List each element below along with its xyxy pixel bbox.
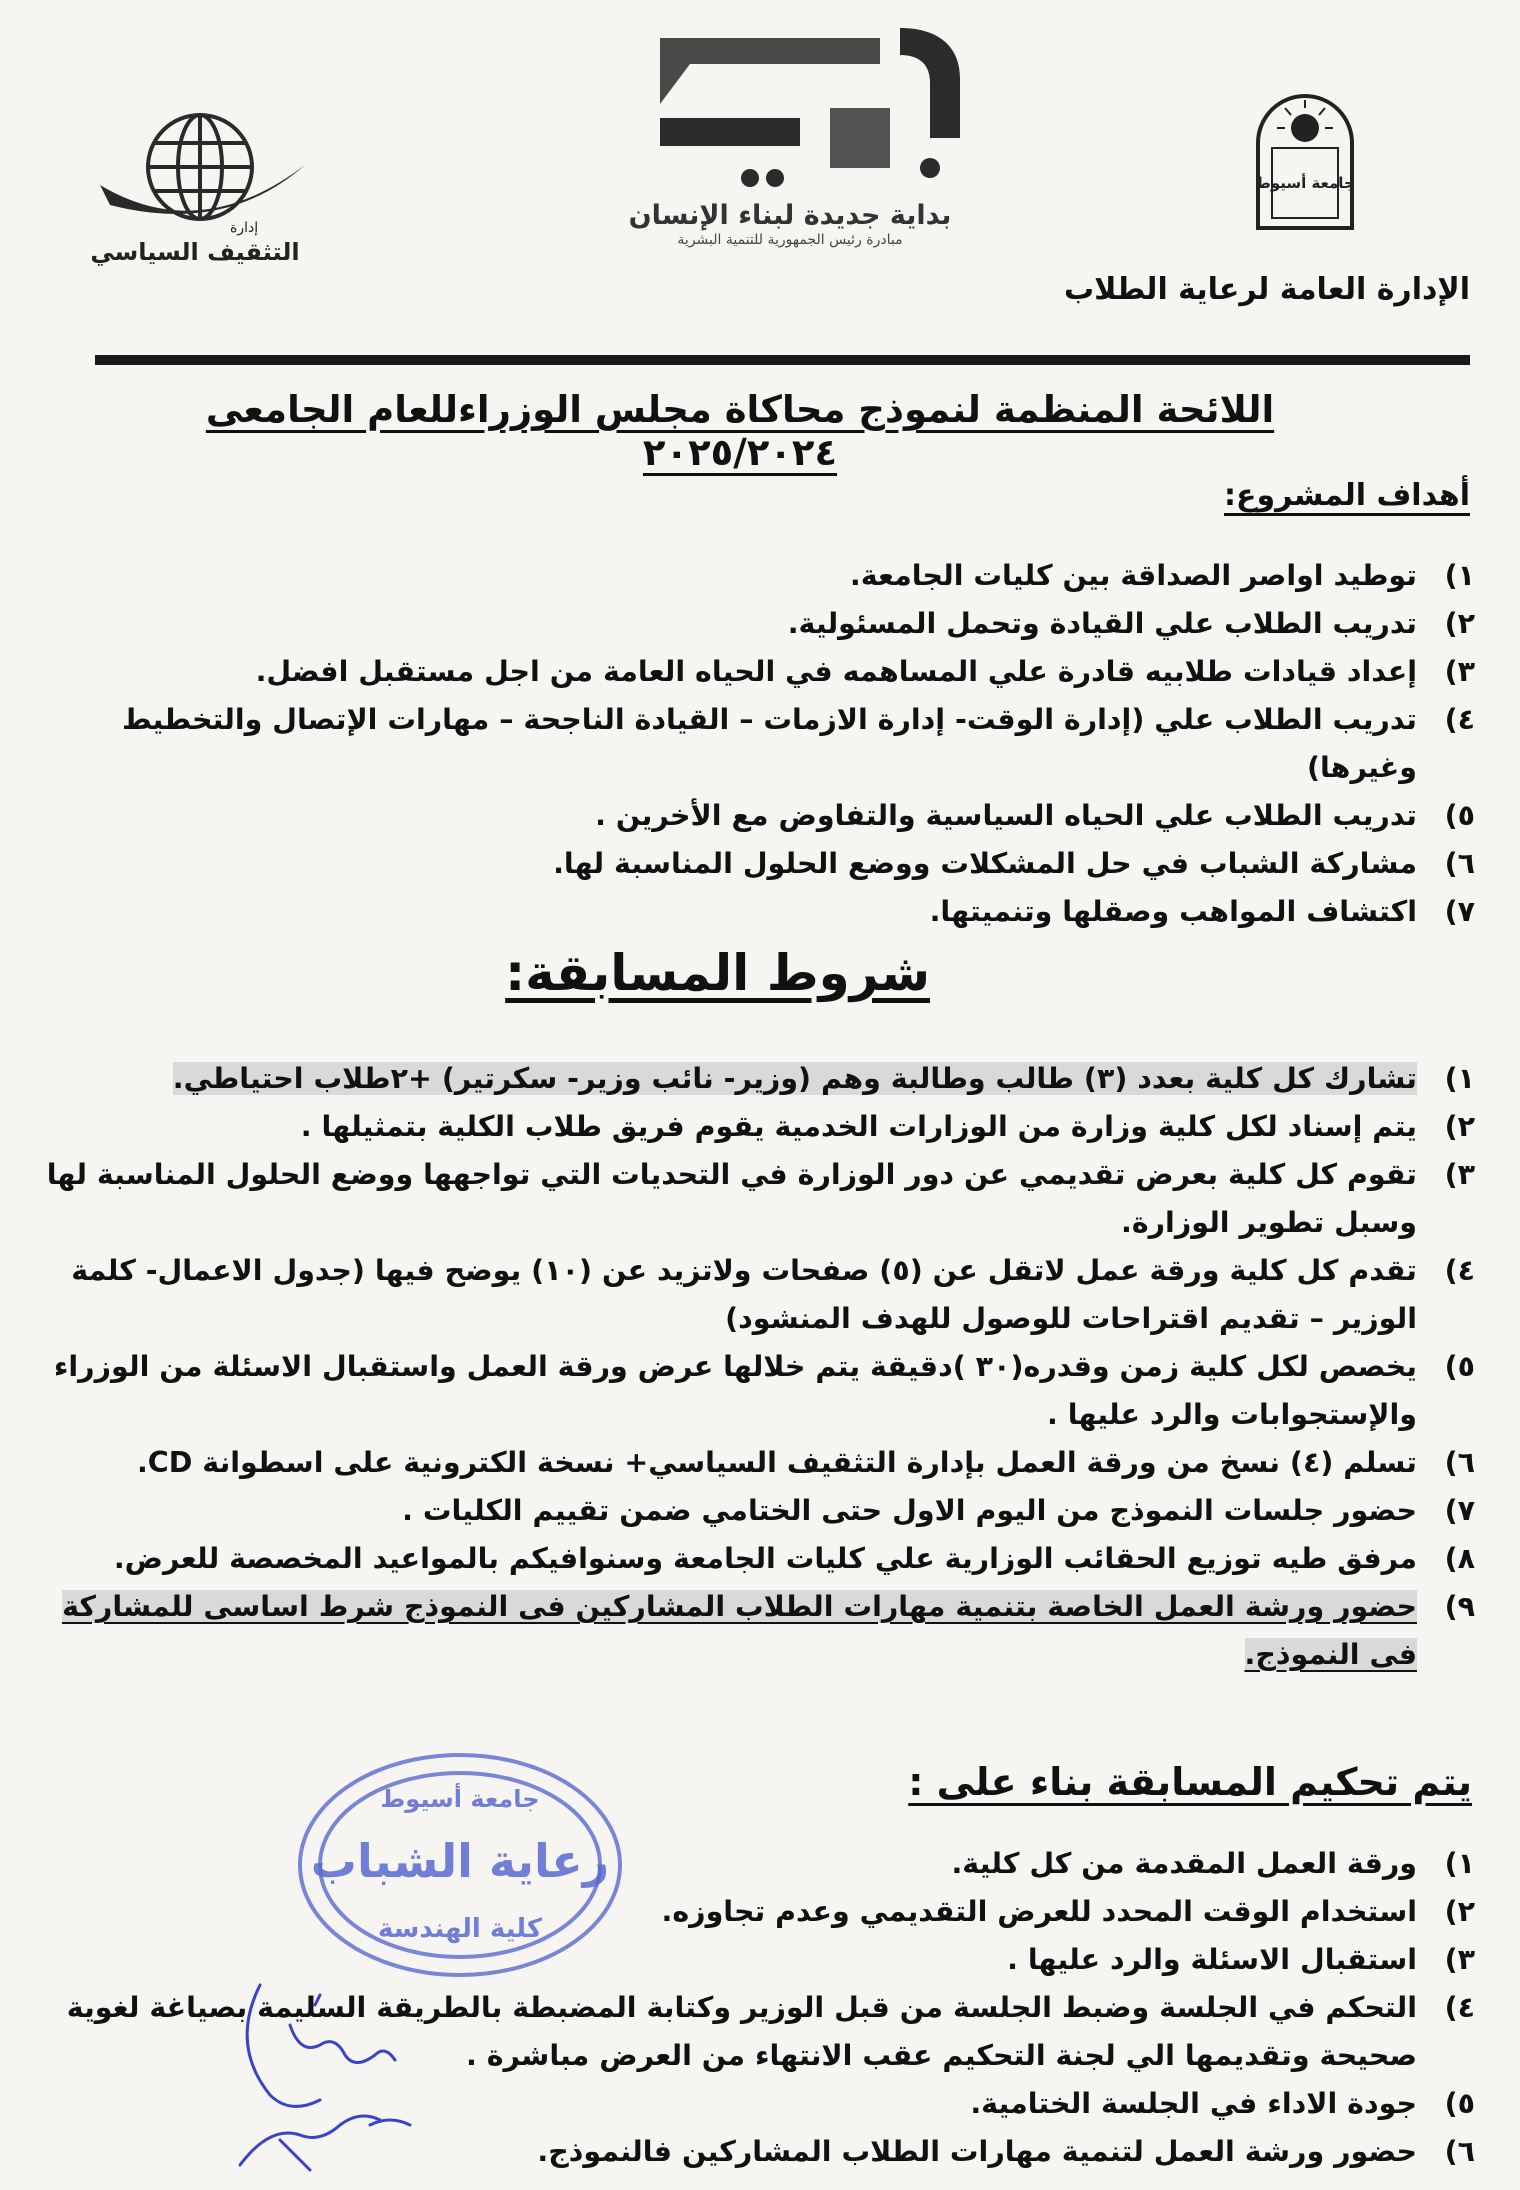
item-number: ٢) — [1444, 1895, 1475, 1928]
item-number: ٥) — [1444, 2087, 1475, 2120]
list-item — [25, 1343, 1475, 1439]
item-text: اكتشاف المواهب وصقلها وتنميتها. — [929, 895, 1417, 928]
goals-list — [55, 552, 1475, 936]
item-text: ورقة العمل المقدمة من كل كلية. — [951, 1847, 1417, 1880]
item-text: يتم إسناد لكل كلية وزارة من الوزارات الخدمية يقوم فريق طلاب الكلية بتمثيلها . — [300, 1110, 1417, 1143]
item-number: ٤) — [1444, 703, 1475, 736]
judging-heading: يتم تحكيم المسابقة بناء على : — [908, 1760, 1472, 1804]
item-number: ٨) — [1444, 1542, 1475, 1575]
item-number: ٦) — [1444, 847, 1475, 880]
item-number: ٥) — [1444, 799, 1475, 832]
stamp-line3: كلية الهندسة — [378, 1914, 542, 1944]
item-text: مشاركة الشباب في حل المشكلات ووضع الحلول المناسبة لها. — [553, 847, 1417, 880]
header-divider — [95, 355, 1470, 365]
item-text: توطيد اواصر الصداقة بين كليات الجامعة. — [849, 559, 1417, 592]
item-number: ٩) — [1444, 1590, 1475, 1623]
initiative-subtitle: مبادرة رئيس الجمهورية للتنمية البشرية — [677, 232, 903, 248]
list-item — [25, 1583, 1475, 1679]
political-logo-prefix: إدارة — [230, 220, 259, 236]
item-number: ٢) — [1444, 1110, 1475, 1143]
item-text: تقدم كل كلية ورقة عمل لاتقل عن (٥) صفحات ولاتزيد عن (١٠) يوضح فيها (جدول الاعمال- كلمة الوزير – تقديم اقتراحات للوصول للهدف المنشود) — [71, 1254, 1417, 1335]
item-number: ٣) — [1444, 1158, 1475, 1191]
list-item — [25, 1840, 1475, 1888]
item-number: ٣) — [1444, 655, 1475, 688]
item-number: ٦) — [1444, 1446, 1475, 1479]
university-logo-icon — [1250, 88, 1360, 230]
item-text: حضور ورشة العمل الخاصة بتنمية مهارات الطلاب المشاركين فى النموذج شرط اساسى للمشاركة فى النموذج. — [62, 1590, 1417, 1671]
list-item — [55, 696, 1475, 792]
document-title: اللائحة المنظمة لنموذج محاكاة مجلس الوزراءللعام الجامعى ٢٠٢٥/٢٠٢٤ — [205, 388, 1275, 474]
list-item — [55, 888, 1475, 936]
list-item — [55, 600, 1475, 648]
item-number: ١) — [1444, 559, 1475, 592]
item-text: تقوم كل كلية بعرض تقديمي عن دور الوزارة في التحديات التي تواجهها ووضع الحلول المناسبة لها وسبل تطوير الوزارة. — [46, 1158, 1417, 1239]
list-item — [25, 1247, 1475, 1343]
goals-heading: أهداف المشروع: — [1224, 478, 1470, 513]
item-number: ٤) — [1444, 1991, 1475, 2024]
item-text: جودة الاداء في الجلسة الختامية. — [970, 2087, 1417, 2120]
list-item — [55, 648, 1475, 696]
university-logo-text: جامعة أسيوط — [1255, 174, 1355, 192]
signature — [220, 1965, 480, 2185]
item-number: ٣) — [1444, 1943, 1475, 1976]
item-number: ٤) — [1444, 1254, 1475, 1287]
list-item — [55, 840, 1475, 888]
list-item — [25, 1535, 1475, 1583]
item-number: ١) — [1444, 1847, 1475, 1880]
item-number: ٧) — [1444, 1494, 1475, 1527]
list-item — [55, 552, 1475, 600]
conditions-heading: شروط المسابقة: — [505, 944, 930, 1002]
item-text: تدريب الطلاب علي القيادة وتحمل المسئولية. — [787, 607, 1417, 640]
item-text: حضور جلسات النموذج من اليوم الاول حتى الختامي ضمن تقييم الكليات . — [402, 1494, 1417, 1527]
item-text: إعداد قيادات طلابيه قادرة علي المساهمه في الحياه العامة من اجل مستقبل افضل. — [255, 655, 1417, 688]
item-text: حضور ورشة العمل لتنمية مهارات الطلاب المشاركين فالنموذج. — [537, 2135, 1417, 2168]
item-text: يخصص لكل كلية زمن وقدره(٣٠ )دقيقة يتم خلالها عرض ورقة العمل واستقبال الاسئلة من الوزراء والإستجوابات والرد عليها . — [53, 1350, 1417, 1431]
item-number: ٥) — [1444, 1350, 1475, 1383]
list-item — [25, 1487, 1475, 1535]
list-item — [25, 1103, 1475, 1151]
item-text: التحكم في الجلسة وضبط الجلسة من قبل الوزير وكتابة المضبطة بالطريقة السليمة بصياغة لغوية صحيحة وتقديمها الي لجنة التحكيم عقب الانتهاء من العرض مباشرة . — [66, 1991, 1417, 2072]
conditions-list — [25, 1055, 1475, 1679]
item-text: استخدام الوقت المحدد للعرض التقديمي وعدم تجاوزه. — [661, 1895, 1417, 1928]
item-text: تسلم (٤) نسخ من ورقة العمل بإدارة التثقيف السياسي+ نسخة الكترونية على اسطوانة CD. — [136, 1446, 1417, 1479]
item-text: تشارك كل كلية بعدد (٣) طالب وطالبة وهم (وزير- نائب وزير- سكرتير) +٢طلاب احتياطي. — [172, 1062, 1417, 1095]
item-text: استقبال الاسئلة والرد عليها . — [1007, 1943, 1417, 1976]
item-text: تدريب الطلاب علي الحياه السياسية والتفاوض مع الأخرين . — [595, 799, 1417, 832]
stamp-line2: رعاية الشباب — [310, 1834, 610, 1888]
initiative-tagline: بداية جديدة لبناء الإنسان — [628, 200, 952, 231]
list-item — [25, 1151, 1475, 1247]
department-name: الإدارة العامة لرعاية الطلاب — [1064, 272, 1470, 307]
list-item — [55, 792, 1475, 840]
list-item — [25, 1888, 1475, 1936]
list-item — [25, 1055, 1475, 1103]
official-stamp — [290, 1745, 630, 1985]
stamp-line1: جامعة أسيوط — [380, 1785, 540, 1813]
list-item — [25, 1439, 1475, 1487]
political-logo-name: التثقيف السياسي — [90, 238, 300, 266]
item-text: تدريب الطلاب علي (إدارة الوقت- إدارة الازمات – القيادة الناجحة – مهارات الإتصال والتخطيط وغيرها) — [122, 703, 1417, 784]
item-number: ٦) — [1444, 2135, 1475, 2168]
item-number: ٧) — [1444, 895, 1475, 928]
item-number: ١) — [1444, 1062, 1475, 1095]
item-number: ٢) — [1444, 607, 1475, 640]
item-text: مرفق طيه توزيع الحقائب الوزارية علي كليات الجامعة وسنوافيكم بالمواعيد المخصصة للعرض. — [113, 1542, 1417, 1575]
initiative-logo — [600, 18, 1000, 198]
